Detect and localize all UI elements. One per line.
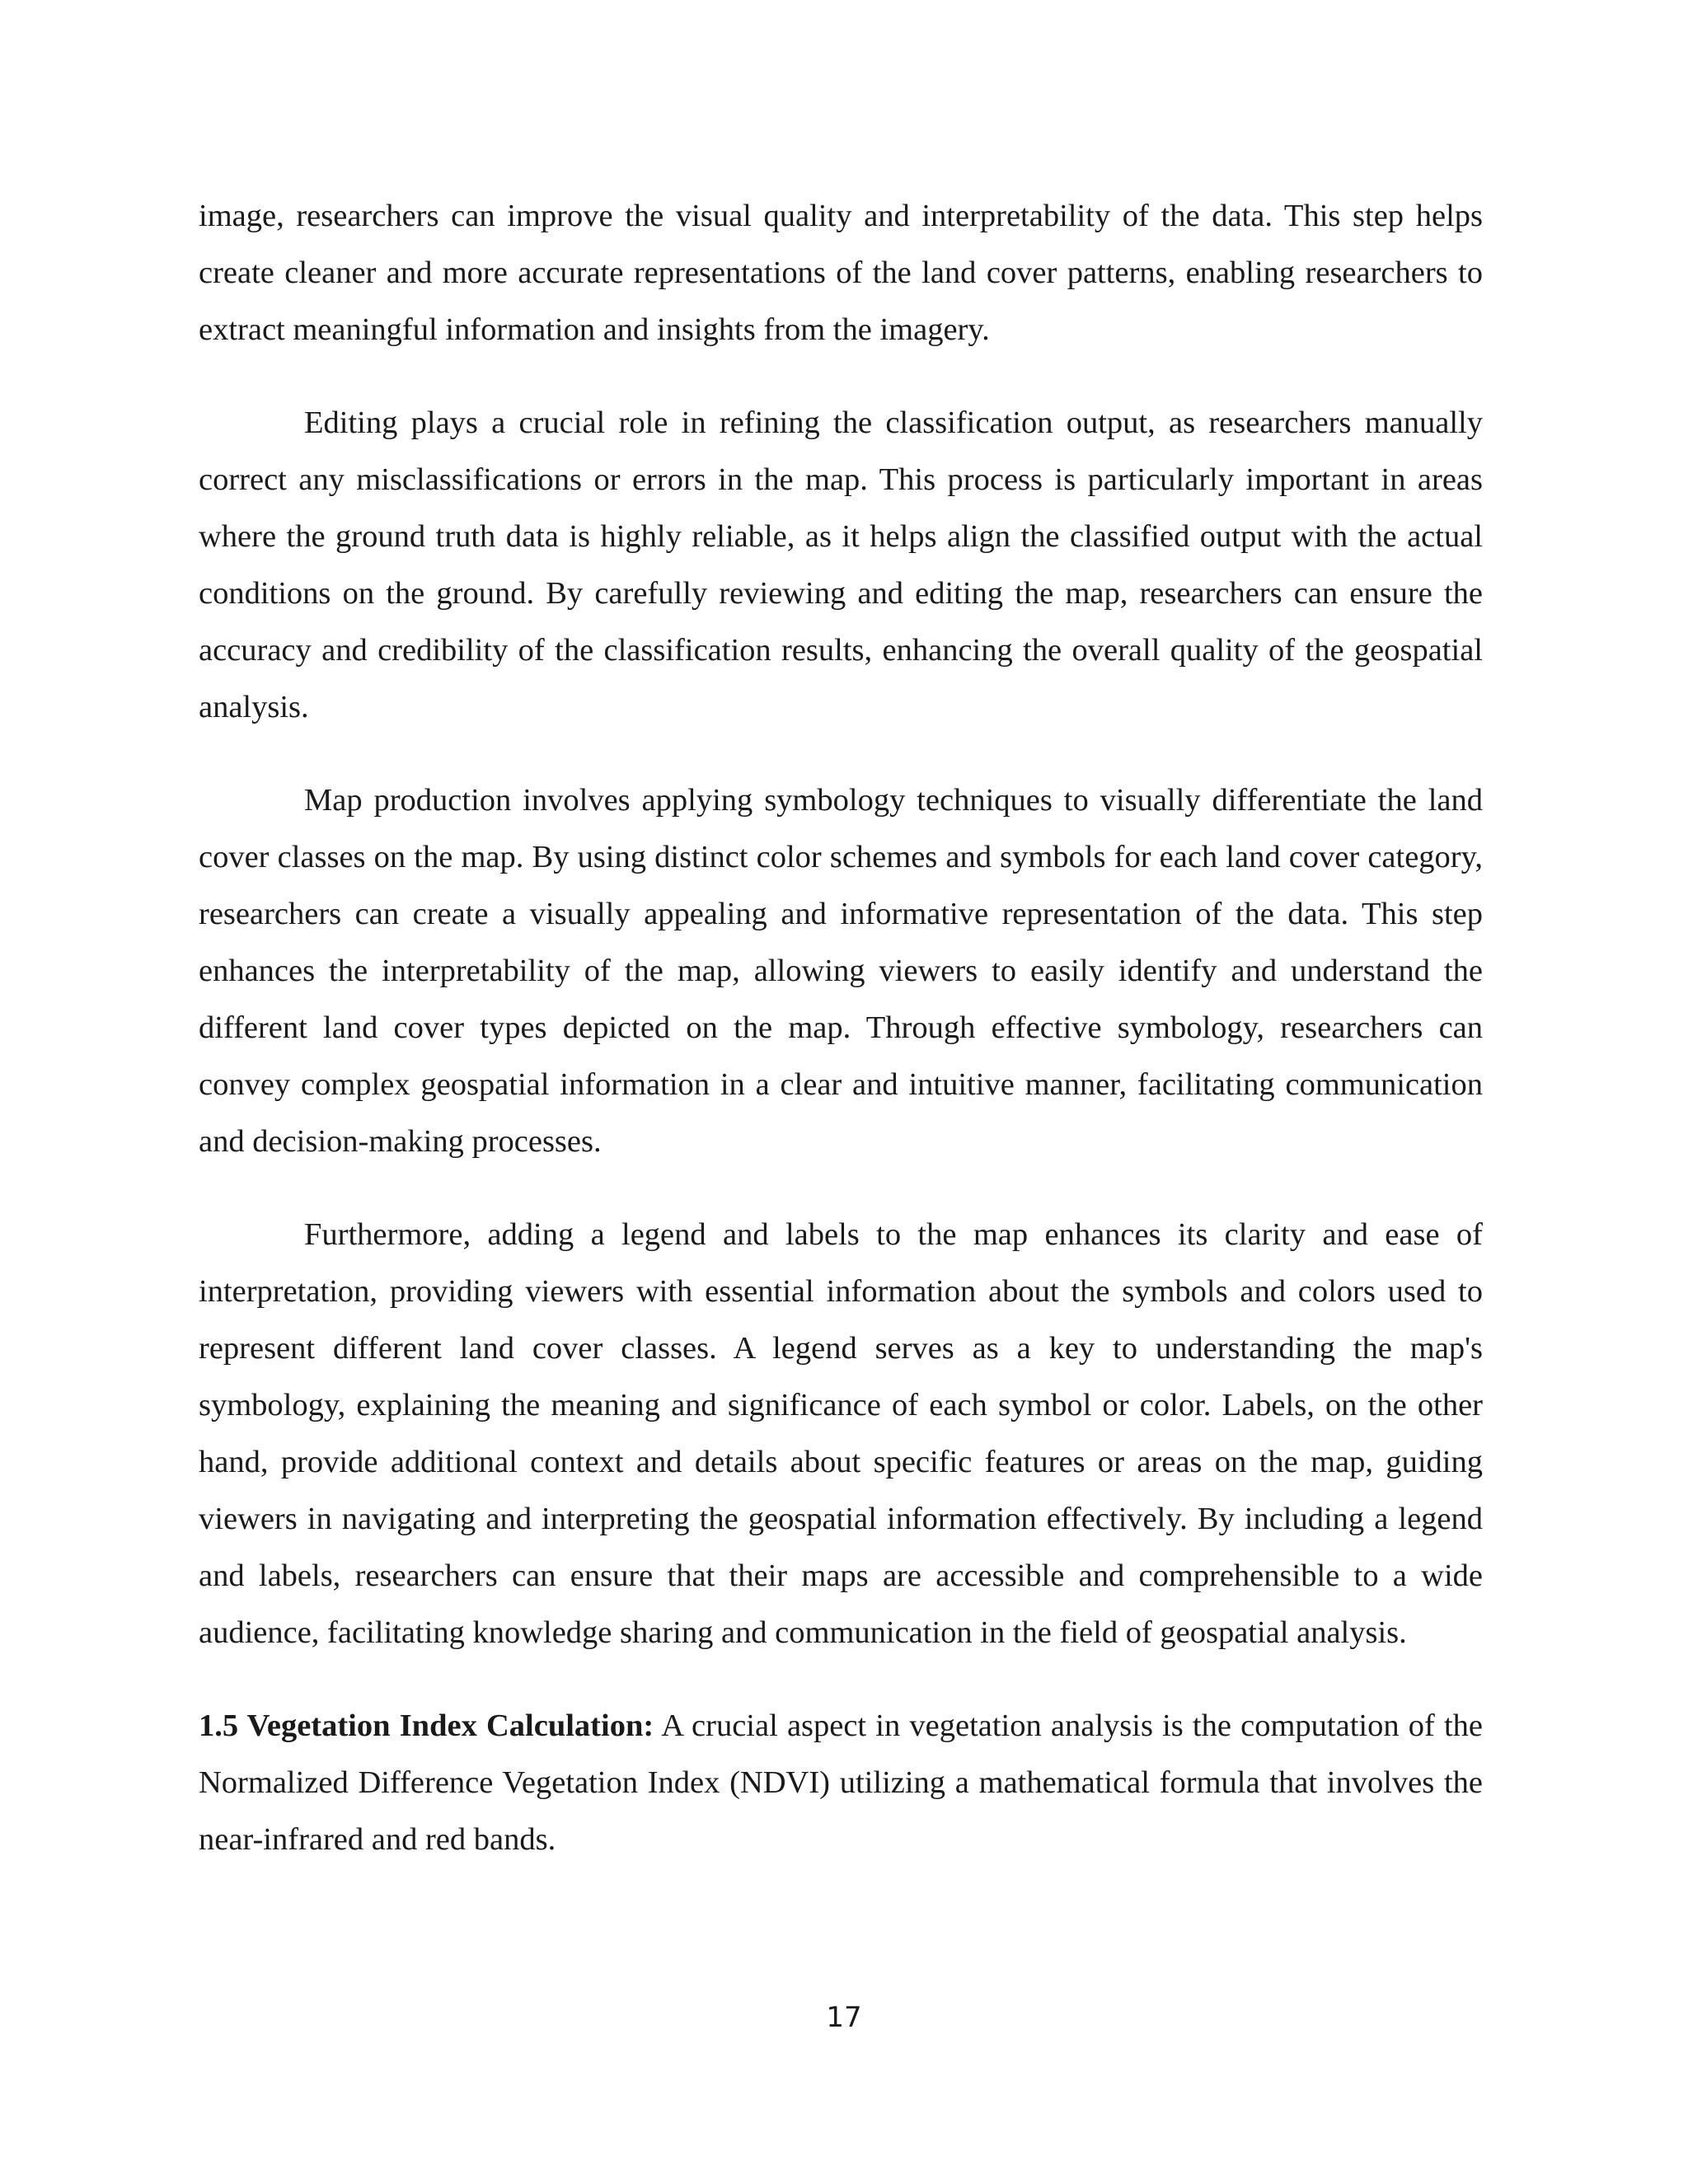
section-heading: 1.5 Vegetation Index Calculation:	[199, 1708, 654, 1743]
paragraph-legend-labels: Furthermore, adding a legend and labels to the map enhances its clarity and ease of interpretation, providing viewers with essential information about the symbols and colors used to represent different land cover classes. A legend serves as a key to understanding the map's symbology, explaining the meaning and significance of each symbol or color. Labels, on the other hand, provide additional context and details about specific features or areas on the map, guiding viewers in navigating and interpreting the geospatial information effectively. By including a legend and labels, researchers can ensure that their maps are accessible and comprehensible to a wide audience, facilitating knowledge sharing and communication in the field of geospatial analysis.	[199, 1217, 1483, 1650]
paragraph-editing: Editing plays a crucial role in refining the classification output, as researchers manually correct any misclassifications or errors in the map. This process is particularly important in areas where the ground truth data is highly reliable, as it helps align the classified output with the actual conditions on the ground. By carefully reviewing and editing the map, researchers can ensure the accuracy and credibility of the classification results, enhancing the overall quality of the geospatial analysis.	[199, 405, 1483, 724]
section-vegetation-index	[199, 1698, 1483, 1868]
page-number: 17	[826, 2001, 862, 2034]
paragraph-map-production: Map production involves applying symbology techniques to visually differentiate the land cover classes on the map. By using distinct color schemes and symbols for each land cover category, researchers can create a visually appealing and informative representation of the data. This step enhances the interpretability of the map, allowing viewers to easily identify and understand the different land cover types depicted on the map. Through effective symbology, researchers can convey complex geospatial information in a clear and intuitive manner, facilitating communication and decision-making processes.	[199, 783, 1483, 1159]
paragraph-image-processing: image, researchers can improve the visual quality and interpretability of the data. This step helps create cleaner and more accurate representations of the land cover patterns, enabling researchers to extract meaningful information and insights from the imagery.	[199, 199, 1483, 347]
section-body: A crucial aspect in vegetation analysis is the computation of the Normalized Difference Vegetation Index (NDVI) utilizing a mathematical formula that involves the near-infrared and red bands.	[199, 1708, 1483, 1857]
body-text	[199, 188, 1483, 1905]
